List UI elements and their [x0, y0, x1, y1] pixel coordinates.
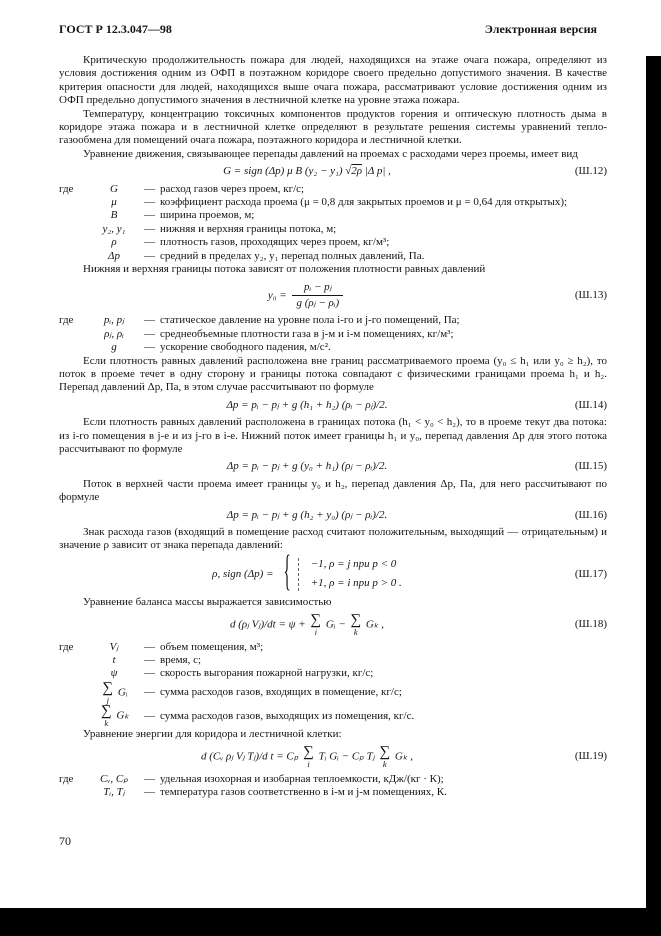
formula	[59, 745, 607, 769]
definition-dash: —	[144, 686, 155, 699]
definition-item	[59, 236, 607, 249]
definition-text: ускорение свободного падения, м/с².	[160, 341, 331, 354]
definition-term	[89, 314, 139, 327]
formula-text: pᵢ, pⱼ	[103, 314, 125, 327]
definition-text: статическое давление на уровне пола i-го и j-го помещений, Па;	[160, 314, 460, 327]
definition-term	[89, 641, 139, 654]
definition-dash: —	[144, 786, 155, 799]
definition-dash: —	[144, 341, 155, 354]
formula-text: Δp = pᵢ − pⱼ + g (y₀ + h₁) (ρⱼ − ρᵢ)/2.	[226, 460, 388, 473]
summation	[101, 704, 112, 728]
radical	[345, 165, 362, 177]
brace-icon: {	[283, 548, 291, 596]
formula-text: ρ, sign (Δp) =	[212, 567, 274, 580]
formula-number: (Ш.17)	[574, 567, 607, 580]
formula-text: Gᵢ	[115, 686, 128, 699]
sigma-icon: ∑	[303, 744, 314, 761]
definition-lead: где	[59, 182, 74, 195]
definition-item	[59, 654, 607, 667]
formula-text: μ	[111, 196, 117, 209]
definition-dash: —	[144, 709, 155, 722]
sigma-icon: ∑	[310, 612, 322, 629]
formula	[59, 509, 607, 522]
definition-text: сумма расходов газов, выходящих из помещения, кг/с.	[160, 709, 415, 722]
formula-body	[59, 548, 555, 596]
radical-body: 2ρ	[351, 165, 363, 178]
formula-number: (Ш.19)	[574, 750, 607, 763]
formula-number: (Ш.16)	[574, 508, 607, 521]
definition-text: расход газов через проем, кг/с;	[160, 182, 305, 195]
definition-text: объем помещения, м³;	[160, 640, 264, 653]
formula-body	[59, 509, 555, 522]
definition-text: температура газов соответственно в i-м и j-м помещениях, К.	[160, 786, 447, 799]
formula-text: ρⱼ, ρᵢ	[104, 327, 124, 340]
scan-edge-bottom	[0, 908, 661, 936]
summation	[303, 745, 314, 769]
formula-text: Tᵢ Gᵢ − Cₚ Tⱼ	[315, 750, 378, 763]
definition-dash: —	[144, 222, 155, 235]
definition-dash: —	[144, 772, 155, 785]
summation-index: k	[104, 718, 109, 729]
formula-text: B	[110, 209, 118, 222]
definition-text: удельная изохорная и изобарная теплоемкости, кДж/(кг · К);	[160, 772, 444, 785]
definition-dash: —	[144, 196, 155, 209]
formula-text: d (ρⱼ Vⱼ)/dt = ψ +	[229, 618, 309, 631]
definition-text: скорость выгорания пожарной нагрузки, кг/с;	[160, 667, 374, 680]
paragraph: Критическую продолжительность пожара для людей, находящихся на этаже очага пожара, определяют из условия достижения одним из ОФП в поэтажном коридоре своего предельно допустимого значения. В качестве критерия опасности для людей, находящихся выше очага пожара, рассматривают условие достижения одним из ОФП предельно допустимого значения в лестничной клетке на уровне этажа пожара.	[59, 54, 607, 107]
summation	[350, 613, 361, 637]
formula-number: (Ш.15)	[574, 460, 607, 473]
formula-text: ψ	[110, 667, 118, 680]
formula-text: ρ	[111, 236, 117, 249]
definition-dash: —	[144, 653, 155, 666]
definition-term	[89, 196, 139, 209]
definition-term	[89, 236, 139, 249]
paragraph: Уравнение баланса массы выражается зависимостью	[83, 595, 332, 608]
formula-text: d (Cᵥ ρⱼ Vⱼ Tⱼ)/d t = Cₚ	[200, 750, 302, 763]
definition-dash: —	[144, 667, 155, 680]
formula-text: |Δ p| ,	[362, 165, 391, 178]
document-content	[59, 54, 607, 799]
summation-index: j	[106, 694, 109, 705]
formula-text: y₂, y₁	[102, 222, 126, 235]
definition-item	[59, 341, 607, 354]
definition-item	[59, 314, 607, 327]
summation-index: k	[382, 759, 387, 770]
definition-item	[59, 223, 607, 236]
summation-index: i	[314, 627, 317, 638]
definition-item	[59, 681, 607, 705]
definition-text: средний в пределах y₂, y₁ перепад полных давлений, Па.	[160, 249, 425, 262]
formula-body	[59, 460, 555, 473]
definition-term	[89, 773, 139, 786]
formula-text: Gₖ ,	[363, 618, 385, 631]
definition-item	[59, 183, 607, 196]
formula-text: Δp	[108, 249, 120, 262]
formula-number: (Ш.13)	[574, 288, 607, 301]
fraction-denominator: g (ρⱼ − ρᵢ)	[296, 296, 340, 309]
formula	[59, 281, 607, 311]
standard-number: ГОСТ Р 12.3.047—98	[59, 22, 172, 36]
definition-term	[89, 704, 139, 728]
formula-text: y₀ =	[267, 288, 290, 301]
definition-term	[89, 667, 139, 680]
case-line: +1, ρ = i при p > 0 .	[310, 577, 402, 590]
definition-dash: —	[144, 236, 155, 249]
definition-item	[59, 209, 607, 222]
definition-item	[59, 328, 607, 341]
paragraph: Температуру, концентрацию токсичных компонентов продуктов горения и оптическую плотность дыма в коридоре этажа пожара и в лестничной клетке определяют в результате решения системы уравнений тепло-газообмена для помещений очага пожара, поэтажного коридора и лестничной клетки.	[59, 107, 607, 147]
paragraph: Если плотность равных давлений расположена вне границ рассматриваемого проема (y₀ ≤ h₁ или y₀ ≥ h₂), то поток в проеме течет в одну сторону и границы потока совпадают с физическими границами проема h₁ и h₂. Перепад давлений Δp, Па, в этом случае рассчитывают по формуле	[59, 354, 607, 394]
formula-body	[59, 165, 555, 178]
paragraph: Уравнение энергии для коридора и лестничной клетки:	[83, 727, 342, 740]
definition-item	[59, 250, 607, 263]
formula-cases	[59, 548, 607, 596]
formula	[59, 460, 607, 473]
formula-text: t	[112, 653, 116, 666]
definition-dash: —	[144, 209, 155, 222]
scan-edge-right	[646, 56, 661, 936]
formula-body	[59, 281, 555, 311]
definition-item	[59, 773, 607, 786]
definition-term	[89, 341, 139, 354]
definition-dash: —	[144, 640, 155, 653]
definition-term	[89, 223, 139, 236]
formula-text: Δp = pᵢ − pⱼ + g (h₁ + h₂) (ρᵢ − ρⱼ)/2.	[226, 398, 388, 411]
definition-term	[89, 183, 139, 196]
definition-lead: где	[59, 314, 74, 327]
formula-text: Gₖ ,	[392, 750, 414, 763]
sigma-icon: ∑	[102, 679, 114, 696]
formula-text: Gᵢ −	[323, 618, 349, 631]
definition-item	[59, 667, 607, 680]
formula-number: (Ш.12)	[574, 165, 607, 178]
formula-text: Tᵢ, Tⱼ	[103, 786, 125, 799]
definition-lead: где	[59, 772, 74, 785]
edition-label: Электронная версия	[484, 22, 597, 36]
formula-body	[59, 399, 555, 412]
formula-text: Δp = pᵢ − pⱼ + g (h₂ + y₀) (ρⱼ − ρᵢ)/2.	[226, 508, 388, 521]
summation-index: k	[353, 627, 358, 638]
formula-number: (Ш.14)	[574, 398, 607, 411]
page-number: 70	[59, 834, 71, 848]
definition-item	[59, 786, 607, 799]
sigma-icon: ∑	[379, 744, 391, 761]
paragraph: Нижняя и верхняя границы потока зависят от положения плотности равных давлений	[83, 263, 486, 276]
formula-text: Gₖ	[113, 709, 130, 722]
definition-text: среднеобъемные плотности газа в j-м и i-м помещениях, кг/м³;	[160, 327, 454, 340]
formula	[59, 613, 607, 637]
definition-item	[59, 704, 607, 728]
definition-dash: —	[144, 182, 155, 195]
definition-dash: —	[144, 327, 155, 340]
definition-term	[89, 786, 139, 799]
definition-dash: —	[144, 249, 155, 262]
definition-term	[89, 209, 139, 222]
formula-body	[59, 745, 555, 769]
sigma-icon: ∑	[100, 703, 112, 720]
fraction-numerator: pᵢ − pⱼ	[292, 281, 343, 296]
definition-text: плотность газов, проходящих через проем, кг/м³;	[160, 236, 390, 249]
formula-text: G = sign (Δp) μ B (y₂ − y₁)	[223, 165, 346, 178]
formula	[59, 165, 607, 178]
formula-body	[59, 613, 555, 637]
summation	[102, 681, 113, 705]
summation	[310, 613, 321, 637]
definition-text: ширина проемов, м;	[160, 209, 255, 222]
paragraph: Если плотность равных давлений расположена в границах потока (h₁ < y₀ < h₂), то в проеме текут два потока: из i-го помещения в j-е и из j-го в i-е. Нижний поток имеет границы h₁ и y₀, перепад давления Δp для этого потока рассчитывают по формуле	[59, 416, 607, 455]
definition-text: коэффициент расхода проема (μ = 0,8 для закрытых проемов и μ = 0,64 для открытых);	[160, 196, 568, 209]
definition-term	[89, 654, 139, 667]
definition-term	[89, 250, 139, 263]
cases-stack	[298, 558, 402, 591]
formula-number: (Ш.18)	[574, 618, 607, 631]
formula	[59, 399, 607, 412]
definition-item	[59, 641, 607, 654]
definition-dash: —	[144, 314, 155, 327]
definition-text: сумма расходов газов, входящих в помещение, кг/с;	[160, 686, 402, 699]
paragraph: Знак расхода газов (входящий в помещение расход считают положительным, выходящий — отрицательным) и значение ρ зависит от знака перепада давлений:	[59, 526, 607, 552]
fraction	[292, 281, 343, 311]
definition-text: время, с;	[160, 653, 202, 666]
paragraph: Поток в верхней части проема имеет границы y₀ и h₂, перепад давления Δp, Па, для него рассчитывают по формуле	[59, 477, 607, 504]
formula-text: g	[111, 341, 117, 354]
case-line: −1, ρ = j при p < 0	[310, 557, 397, 570]
page-header	[59, 22, 597, 37]
definition-term	[89, 681, 139, 705]
radical-sign: √	[345, 165, 352, 178]
definition-lead: где	[59, 640, 74, 653]
summation	[379, 745, 390, 769]
summation-index: i	[307, 759, 310, 770]
definition-term	[89, 328, 139, 341]
formula-text: Vⱼ	[109, 640, 119, 653]
formula-text: Cᵥ, Cₚ	[100, 772, 128, 785]
paragraph: Уравнение движения, связывающее перепады давлений на проемах с расходами через проемы, имеет вид	[83, 147, 578, 160]
formula-text: G	[110, 182, 118, 195]
definition-item	[59, 196, 607, 209]
sigma-icon: ∑	[350, 612, 362, 629]
definition-text: нижняя и верхняя границы потока, м;	[160, 222, 337, 235]
